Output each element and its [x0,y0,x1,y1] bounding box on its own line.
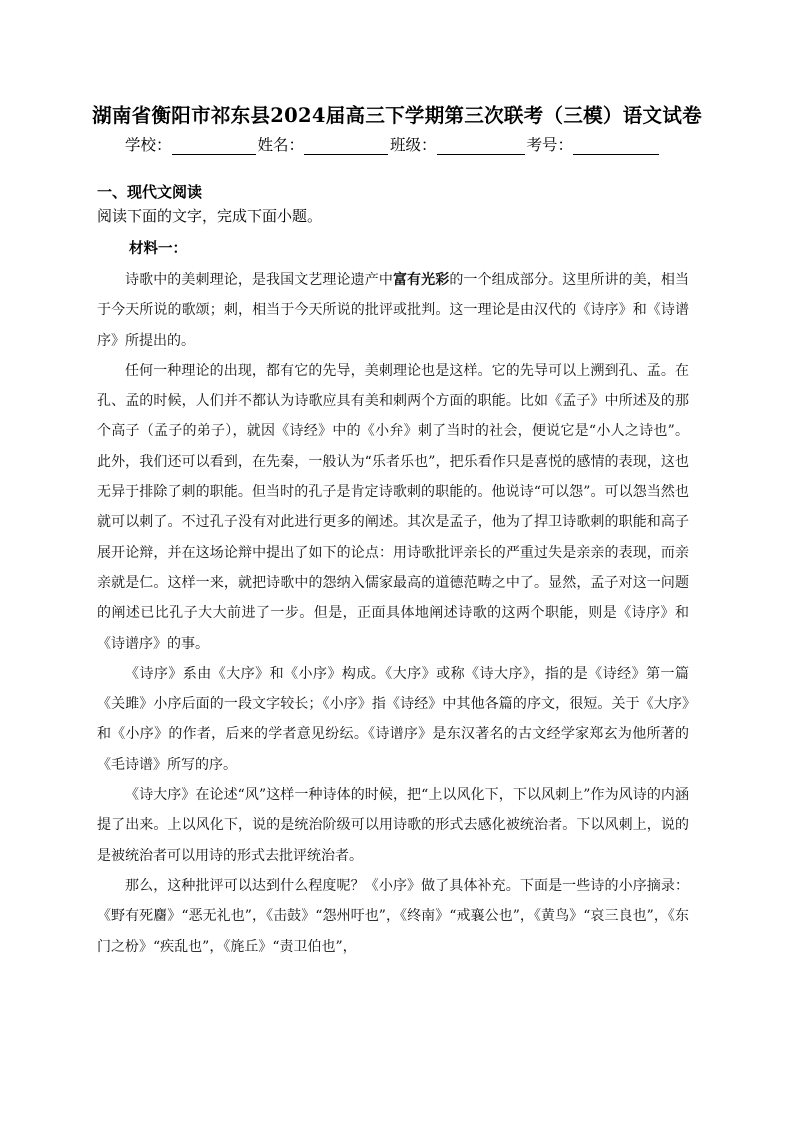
article-body [97,265,689,962]
name-blank[interactable] [304,136,388,155]
exam-title: 湖南省衡阳市祁东县2024届高三下学期第三次联考（三模）语文试卷 [92,104,702,127]
paragraph-2: 任何一种理论的出现，都有它的先导，美刺理论也是这样。它的先导可以上溯到孔、孟。在孔、孟的时候，人们并不都认为诗歌应具有美和刺两个方面的职能。比如《孟子》中所述及的那个高子（孟子的弟子），就因《诗经》中的《小弁》刺了当时的社会，便说它是“小人之诗也”。此外，我们还可以看到，在先秦，一般认为“乐者乐也”，把乐看作只是喜悦的感情的表现，这也无异于排除了刺的职能。但当时的孔子是肯定诗歌刺的职能的。他说诗“可以怨”。可以怨当然也就可以刺了。不过孔子没有对此进行更多的阐述。其次是孟子，他为了捍卫诗歌刺的职能和高子展开论辩，并在这场论辩中提出了如下的论点：用诗歌批评亲长的严重过失是亲亲的表现，而亲亲就是仁。这样一来，就把诗歌中的怨纳入儒家最高的道德范畴之中了。显然，孟子对这一问题的阐述已比孔子大大前进了一步。但是，正面具体地阐述诗歌的这两个职能，则是《诗序》和《诗谱序》的事。 [97,362,689,652]
paragraph-1: 诗歌中的美刺理论，是我国文艺理论遗产中富有光彩的一个组成部分。这里所讲的美，相当于今天所说的歌颂；刺，相当于今天所说的批评或批判。这一理论是由汉代的《诗序》和《诗谱序》所提出的。 [97,272,690,349]
name-label: 姓名： [257,136,305,154]
school-blank[interactable] [172,136,256,155]
exam-number-blank[interactable] [573,136,659,155]
paragraph-4: 《诗大序》在论述“风”这样一种诗体的时候，把“上以风化下，下以风刺上”作为风诗的内涵提了出来。上以风化下，说的是统治阶级可以用诗歌的形式去感化被统治者。下以风刺上，说的是被统治者可以用诗的形式去批评统治者。 [97,787,689,864]
reading-instruction: 阅读下面的文字，完成下面小题。 [97,207,323,225]
class-blank[interactable] [437,136,525,155]
emphasized-phrase: 富有光彩 [392,272,450,288]
material-heading: 材料一： [129,241,187,257]
section-heading: 一、现代文阅读 [97,183,203,201]
student-info-line [125,133,685,159]
paragraph-5: 那么，这种批评可以达到什么程度呢？《小序》做了具体补充。下面是一些诗的小序摘录：《野有死麕》“恶无礼也”，《击鼓》“怨州吁也”，《终南》“戒襄公也”，《黄鸟》“哀三良也”，《东门之枌》“疾乱也”，《旄丘》“责卫伯也”， [97,877,689,955]
paragraph-3: 《诗序》系由《大序》和《小序》构成。《大序》或称《诗大序》，指的是《诗经》第一篇《关雎》小序后面的一段文字较长；《小序》指《诗经》中其他各篇的序文，很短。关于《大序》和《小序》的作者，后来的学者意见纷纭。《诗谱序》是东汉著名的古文经学家郑玄为他所著的《毛诗谱》所写的序。 [97,665,689,773]
class-label: 班级： [390,136,437,154]
exam-number-label: 考号： [526,136,574,154]
school-label: 学校： [125,136,172,154]
